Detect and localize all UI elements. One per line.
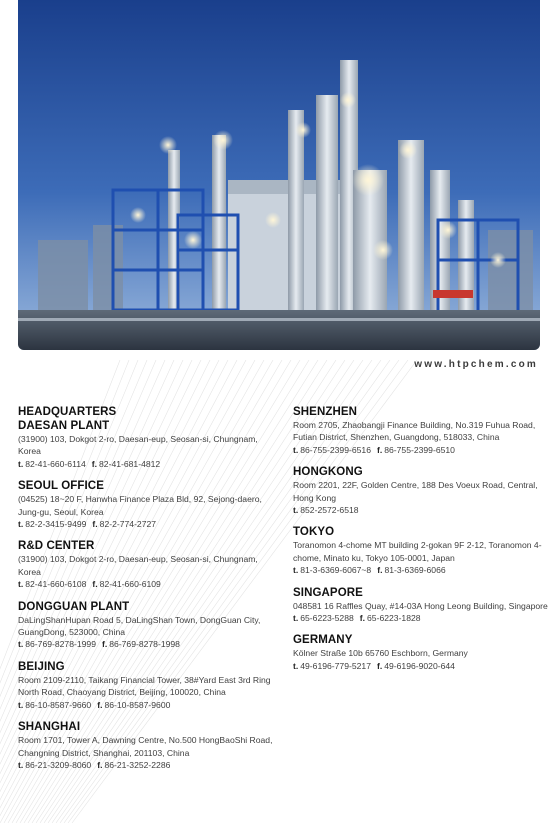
fax-label: f. [97,699,103,710]
office-contact [293,612,553,624]
tel-label: t. [18,639,24,650]
office-address: Kölner Straße 10b 65760 Eschborn, Germany [293,648,468,659]
office-block [18,405,280,470]
office-block [293,633,553,672]
office-block [293,586,553,625]
tel-number[interactable]: 49-6196-779-5217 [300,660,371,671]
office-contact [18,638,280,650]
fax-number: 86-769-8278-1998 [109,639,180,650]
office-contact [18,699,280,711]
fax-number: 82-41-660-6109 [99,579,161,590]
office-subtitle: DAESAN PLANT [18,420,110,432]
office-title: SHANGHAI [18,721,81,734]
office-address: Room 2201, 22F, Golden Centre, 188 Des Voeux Road, Central, Hong Kong [293,480,538,503]
tel-label: t. [18,699,24,710]
office-title: SINGAPORE [293,586,363,599]
office-address: (04525) 18~20 F, Hanwha Finance Plaza Bld, 92, Sejong-daero, Jung-gu, Seoul, Korea [18,494,262,517]
fax-number: 86-21-3252-2286 [104,759,171,770]
tel-label: t. [293,444,299,455]
office-contact [293,660,553,672]
tel-label: t. [18,579,24,590]
tel-number[interactable]: 82-2-3415-9499 [25,519,87,530]
office-address: Room 2705, Zhaobangji Finance Building, No.319 Fuhua Road, Futian District, Shenzhen, Guangdong, 518033, China [293,420,536,443]
office-contact [293,504,553,516]
tel-number[interactable]: 82-41-660-6114 [25,458,86,469]
office-contact [18,458,280,470]
office-block [293,525,553,576]
tel-label: t. [18,458,24,469]
fax-label: f. [376,660,383,671]
office-block [18,660,280,711]
fax-label: f. [101,639,108,650]
office-block [293,405,553,456]
fax-number: 86-755-2399-6510 [384,444,455,455]
office-title: HONGKONG [293,466,363,479]
fax-label: f. [377,565,383,576]
office-title: SHENZHEN [293,406,358,418]
fax-number: 82-41-681-4812 [99,458,161,469]
office-title: TOKYO [293,526,335,539]
fax-label: f. [97,759,103,770]
office-title: GERMANY [293,634,353,647]
office-title: R&D CENTER [18,540,95,553]
office-address: (31900) 103, Dokgot 2-ro, Daesan-eup, Seosan-si, Chungnam, Korea [18,434,258,457]
office-block [18,720,280,771]
fax-label: f. [92,579,98,590]
office-address: Toranomon 4-chome MT building 2-gokan 9F 2-12, Toranomon 4-chome, Minato ku, Tokyo 105-0001, Japan [293,540,542,563]
office-block [293,465,553,516]
fax-label: f. [376,444,383,455]
office-block [18,600,280,651]
office-title: SEOUL OFFICE [18,480,104,493]
office-contact [293,564,553,576]
office-address: (31900) 103, Dokgot 2-ro, Daesan-eup, Seosan-si, Chungnam, Korea [18,554,258,577]
tel-label: t. [293,505,299,516]
tel-label: t. [293,660,299,671]
office-title: HEADQUARTERS [18,406,117,418]
office-list-left [18,405,280,780]
tel-label: t. [293,565,299,576]
tel-label: t. [18,759,24,770]
fax-number: 49-6196-9020-644 [384,660,455,671]
fax-label: f. [92,519,98,530]
fax-number: 65-6223-1828 [367,613,421,624]
office-block [18,479,280,530]
tel-number[interactable]: 86-10-8587-9660 [25,699,92,710]
office-title: DONGGUAN PLANT [18,600,130,613]
tel-number[interactable]: 852-2572-6518 [300,505,359,516]
tel-number[interactable]: 86-755-2399-6516 [300,444,371,455]
office-contact [18,578,280,590]
fax-number: 86-10-8587-9600 [104,699,171,710]
plant-illustration [18,0,540,350]
office-contact [18,518,280,530]
website-url[interactable]: www.htpchem.com [414,359,538,370]
office-block [18,539,280,590]
tel-label: t. [293,613,299,624]
office-address: DaLingShanHupan Road 5, DaLingShan Town, DongGuan City, GuangDong, 523000, China [18,614,261,638]
fax-number: 82-2-774-2727 [99,519,157,530]
office-address: Room 1701, Tower A, Dawning Centre, No.500 HongBaoShi Road, Changning District, Shanghai, 201103, China [18,735,273,758]
tel-number[interactable]: 86-769-8278-1999 [25,639,96,650]
tel-number[interactable]: 86-21-3209-8060 [25,759,92,770]
office-address: 048581 16 Raffles Quay, #14-03A Hong Leong Building, Singapore [293,600,548,611]
office-contact [293,444,553,456]
tel-number[interactable]: 81-3-6369-6067~8 [300,565,372,576]
office-title: BEIJING [18,660,65,673]
tel-number[interactable]: 82-41-660-6108 [25,579,87,590]
office-contact [18,759,280,771]
tel-number[interactable]: 65-6223-5288 [300,613,354,624]
tel-label: t. [18,519,24,530]
fax-label: f. [359,613,366,624]
fax-label: f. [91,458,98,469]
office-list-right [293,405,553,681]
fax-number: 81-3-6369-6066 [384,565,446,576]
hero-plant-photo [18,0,540,350]
office-address: Room 2109-2110, Taikang Financial Tower, 38#Yard East 3rd Ring North Road, Chaoyang District, Beijing, 100020, China [18,674,271,698]
